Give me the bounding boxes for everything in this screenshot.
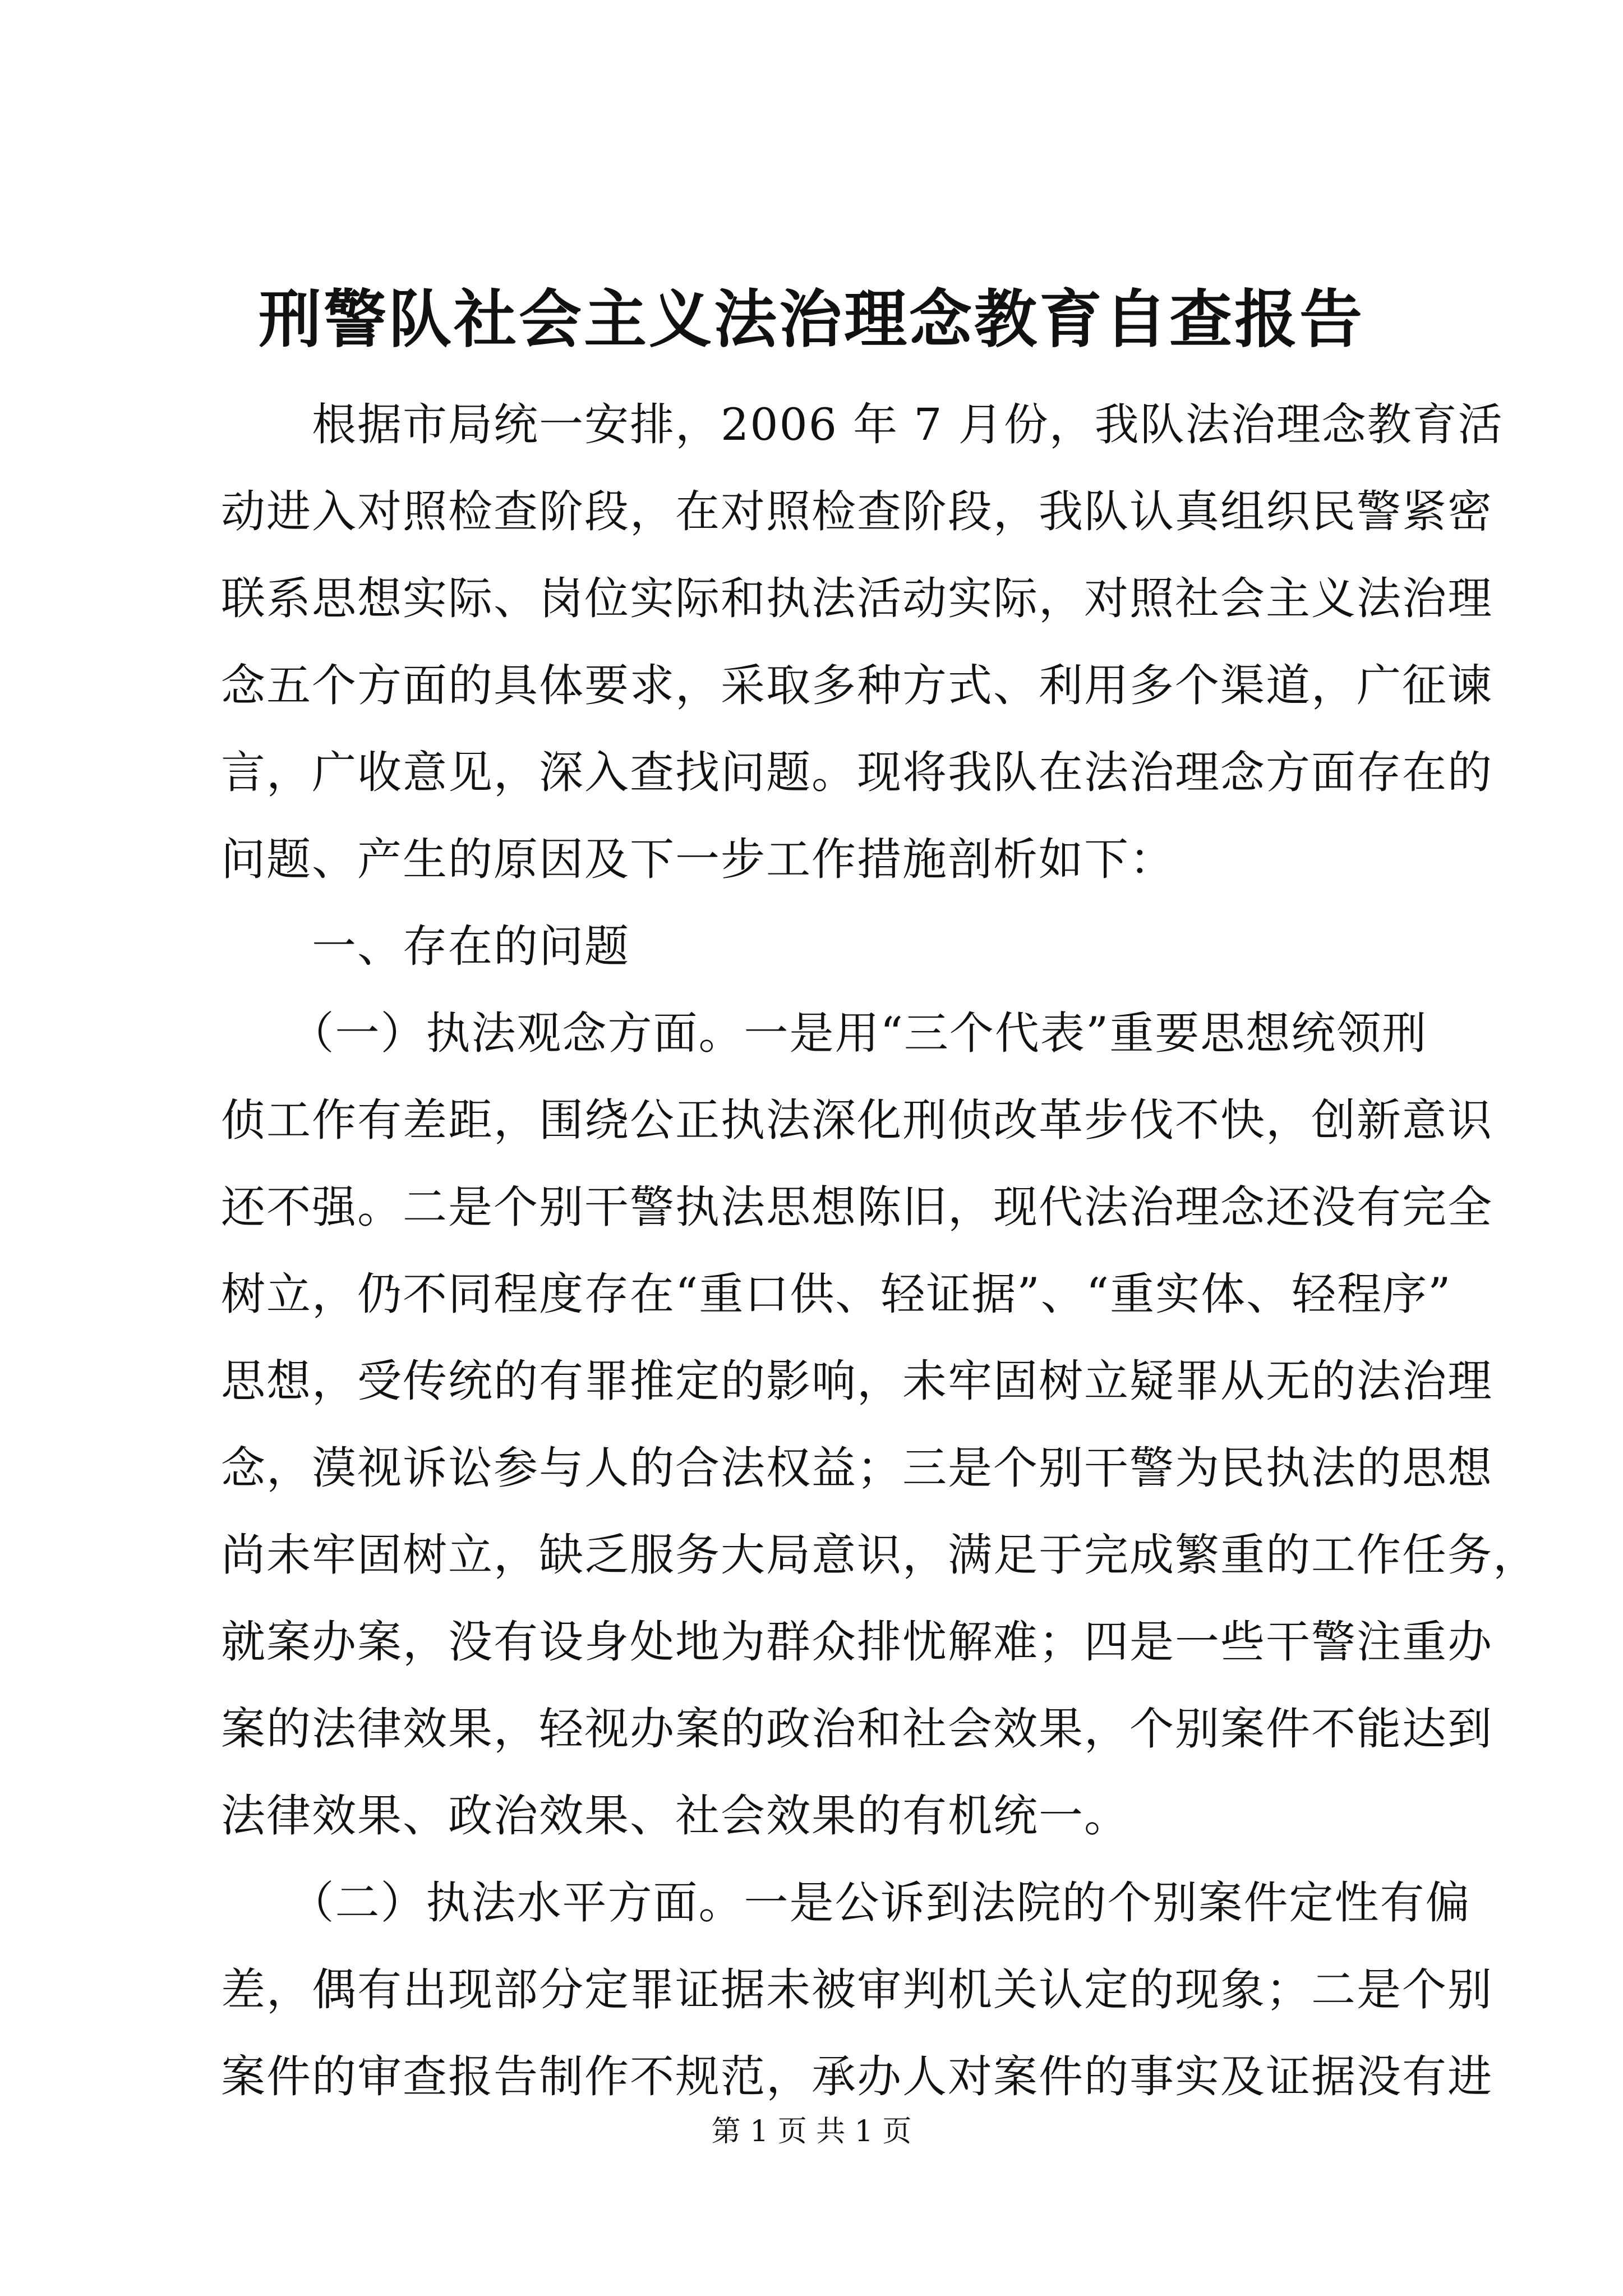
paragraph-line: 法律效果、政治效果、社会效果的有机统一。	[221, 1790, 1129, 1842]
document-title: 刑警队社会主义法治理念教育自查报告	[259, 283, 1364, 356]
paragraph-line: 尚未牢固树立，缺乏服务大局意识，满足于完成繁重的工作任务，	[221, 1529, 1538, 1581]
paragraph-line: 树立，仍不同程度存在“重口供、轻证据”、“重实体、轻程序”	[221, 1268, 1452, 1320]
paragraph-line: 还不强。二是个别干警执法思想陈旧，现代法治理念还没有完全	[221, 1181, 1493, 1233]
paragraph-line: 差，偶有出现部分定罪证据未被审判机关认定的现象；二是个别	[221, 1964, 1493, 2016]
paragraph-line: 案的法律效果，轻视办案的政治和社会效果，个别案件不能达到	[221, 1703, 1493, 1755]
paragraph-line: 侦工作有差距，围绕公正执法深化刑侦改革步伐不快，创新意识	[221, 1094, 1493, 1146]
paragraph-line: 根据市局统一安排，2006 年 7 月份，我队法治理念教育活	[221, 399, 1504, 450]
section-heading: 一、存在的问题	[221, 921, 630, 972]
paragraph-line: 念五个方面的具体要求，采取多种方式、利用多个渠道，广征谏	[221, 660, 1493, 711]
paragraph-line: 案件的审查报告制作不规范，承办人对案件的事实及证据没有进	[221, 2051, 1493, 2102]
paragraph-line: （一）执法观念方面。一是用“三个代表”重要思想统领刑	[221, 1007, 1428, 1059]
paragraph-line: 念，漠视诉讼参与人的合法权益；三是个别干警为民执法的思想	[221, 1442, 1493, 1494]
document-body	[221, 381, 1538, 2120]
paragraph-line: （二）执法水平方面。一是公诉到法院的个别案件定性有偏	[221, 1877, 1471, 1929]
paragraph-line: 言，广收意见，深入查找问题。现将我队在法治理念方面存在的	[221, 747, 1493, 798]
paragraph-line: 联系思想实际、岗位实际和执法活动实际，对照社会主义法治理	[221, 573, 1493, 624]
paragraph-line: 动进入对照检查阶段，在对照检查阶段，我队认真组织民警紧密	[221, 486, 1493, 537]
paragraph-line: 问题、产生的原因及下一步工作措施剖析如下：	[221, 834, 1175, 885]
paragraph-line: 思想，受传统的有罪推定的影响，未牢固树立疑罪从无的法治理	[221, 1355, 1493, 1407]
paragraph-line: 就案办案，没有设身处地为群众排忧解难；四是一些干警注重办	[221, 1616, 1493, 1668]
page-footer: 第 1 页 共 1 页	[711, 2115, 912, 2148]
